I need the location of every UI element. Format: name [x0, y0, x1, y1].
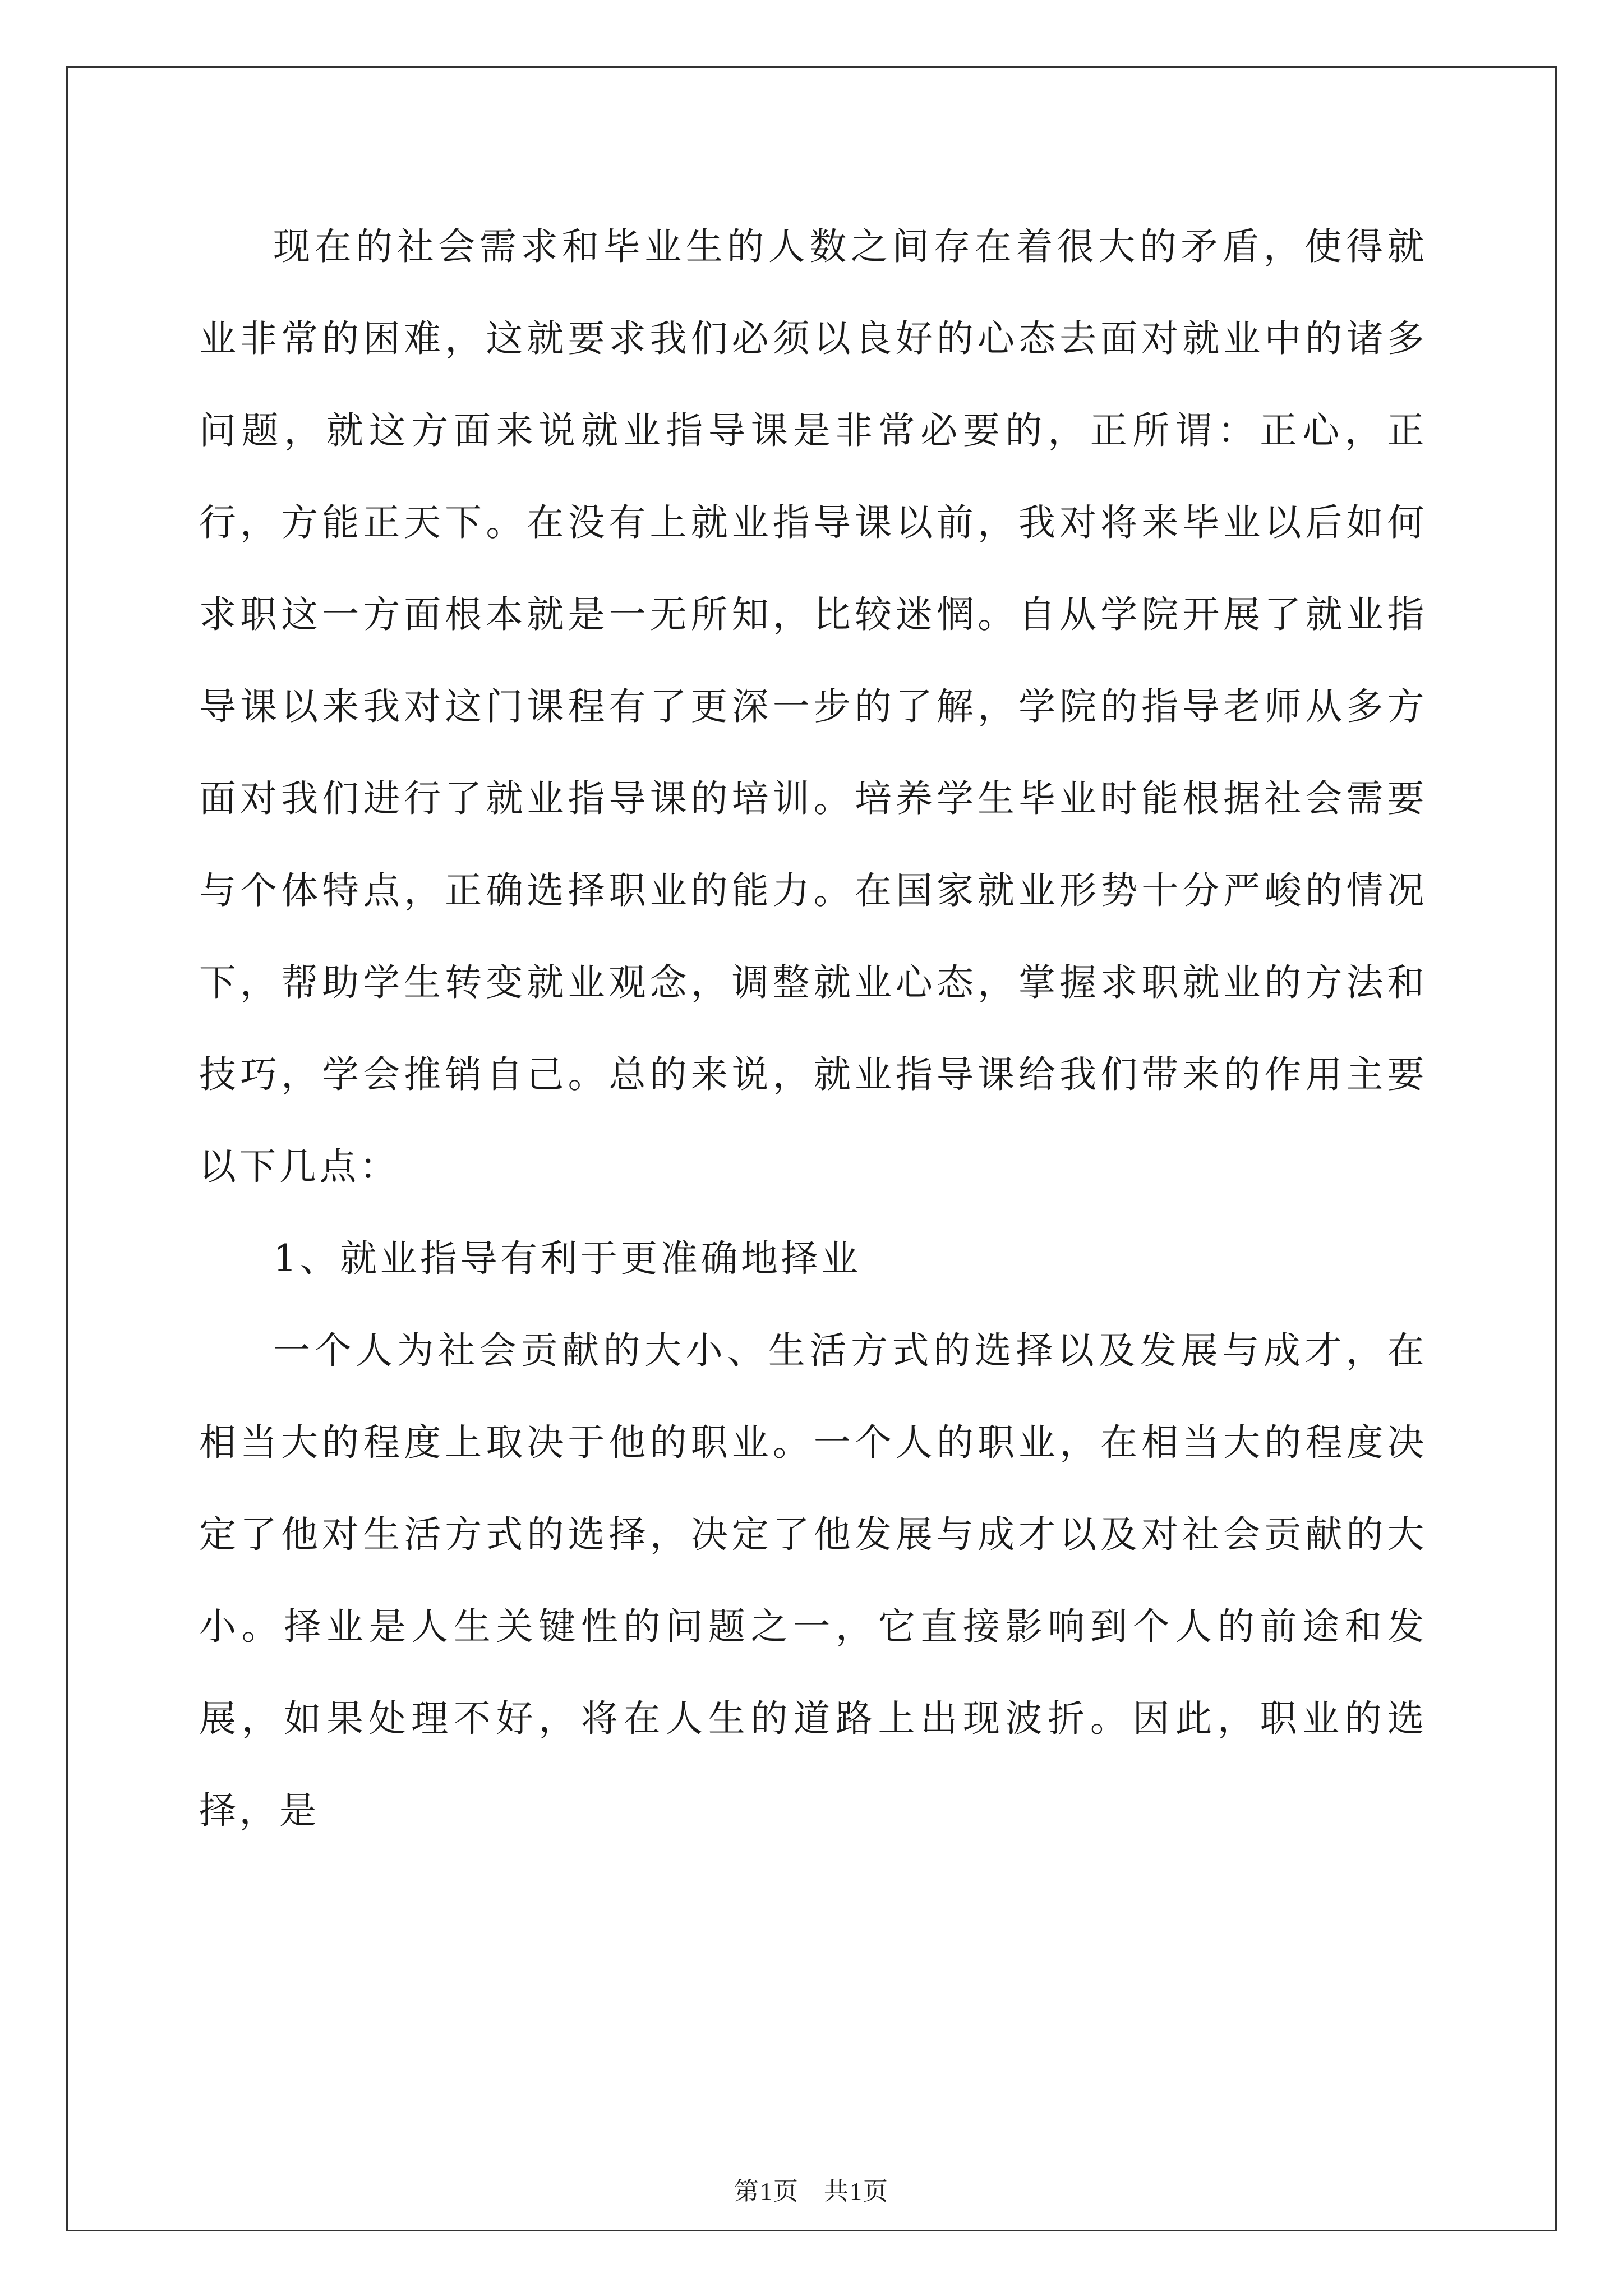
document-body — [199, 201, 1427, 1857]
section-heading-1: 1、就业指导有利于更准确地择业 — [273, 1237, 861, 1280]
page-number-current: 第1页 — [734, 2178, 799, 2205]
paragraph-section-1: 一个人为社会贡献的大小、生活方式的选择以及发展与成才，在相当大的程度上取决于他的职业。一个人的职业，在相当大的程度决定了他对生活方式的选择，决定了他发展与成才以及对社会贡献的大小。择业是人生关键性的问题之一，它直接影响到个人的前途和发展，如果处理不好，将在人生的道路上出现波折。因此，职业的选择，是 — [199, 1329, 1427, 1832]
paragraph-intro: 现在的社会需求和毕业生的人数之间存在着很大的矛盾，使得就业非常的困难，这就要求我们必须以良好的心态去面对就业中的诸多问题，就这方面来说就业指导课是非常必要的，正所谓：正心，正行，方能正天下。在没有上就业指导课以前，我对将来毕业以后如何求职这一方面根本就是一无所知，比较迷惘。自从学院开展了就业指导课以来我对这门课程有了更深一步的了解，学院的指导老师从多方面对我们进行了就业指导课的培训。培养学生毕业时能根据社会需要与个体特点，正确选择职业的能力。在国家就业形势十分严峻的情况下，帮助学生转变就业观念，调整就业心态，掌握求职就业的方法和技巧，学会推销自己。总的来说，就业指导课给我们带来的作用主要以下几点： — [199, 225, 1427, 1188]
page-number-total: 共1页 — [824, 2178, 889, 2205]
page-footer — [0, 2171, 1623, 2207]
